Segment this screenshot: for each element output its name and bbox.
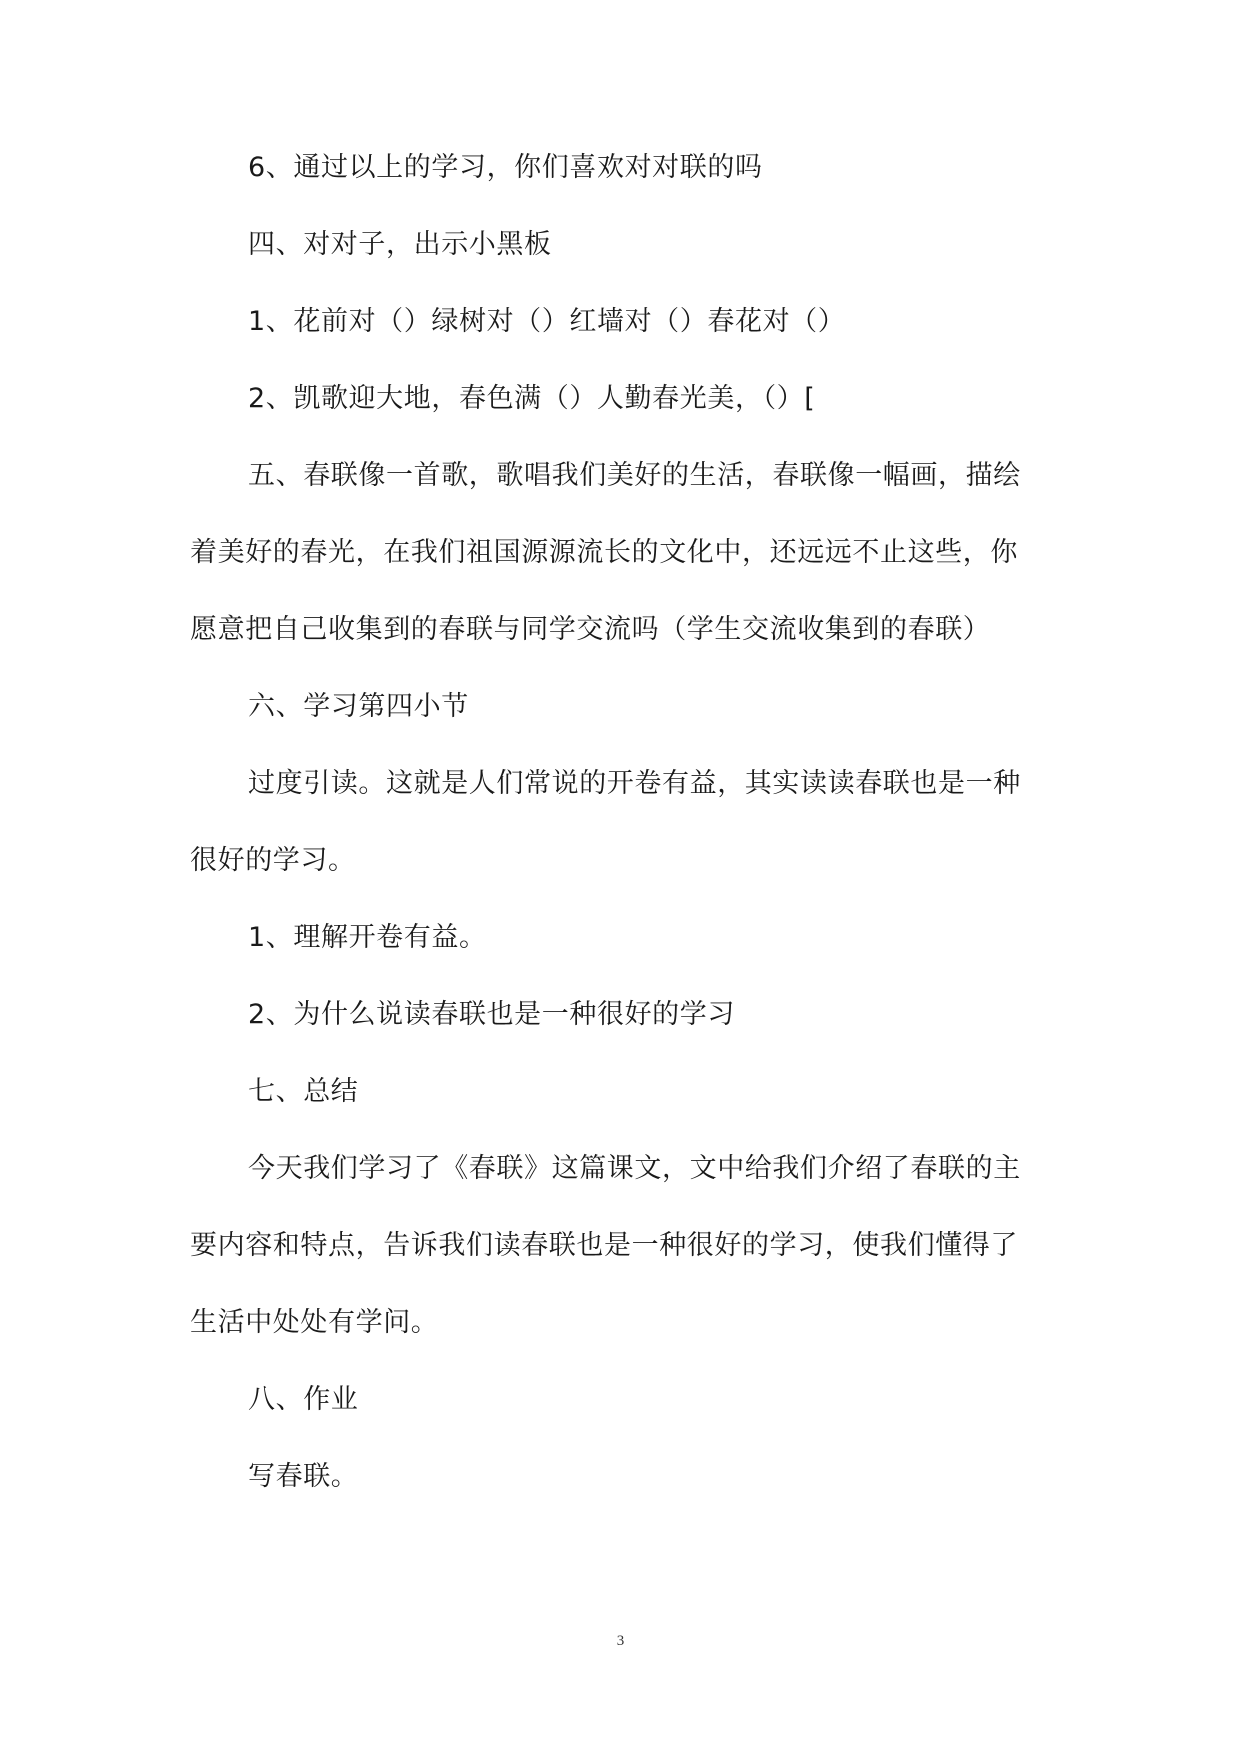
paragraph-line: 过度引读。这就是人们常说的开卷有益，其实读读春联也是一种 (248, 768, 1021, 799)
section-heading: 七、总结 (248, 1076, 359, 1107)
paragraph-line: 愿意把自己收集到的春联与同学交流吗（学生交流收集到的春联） (190, 614, 991, 645)
text-line: 2、凯歌迎大地，春色满（）人勤春光美，（）[ (248, 383, 816, 414)
paragraph-line: 生活中处处有学问。 (190, 1307, 439, 1338)
text-line: 2、为什么说读春联也是一种很好的学习 (248, 999, 735, 1030)
section-heading: 八、作业 (248, 1384, 359, 1415)
page-body (190, 148, 1060, 1497)
section-heading: 六、学习第四小节 (248, 691, 469, 722)
page-number: 3 (616, 1633, 625, 1649)
paragraph-line: 今天我们学习了《春联》这篇课文，文中给我们介绍了春联的主 (248, 1153, 1021, 1184)
text-line: 1、花前对（）绿树对（）红墙对（）春花对（） (248, 306, 846, 337)
text-line: 写春联。 (248, 1461, 359, 1492)
paragraph-line: 很好的学习。 (190, 845, 356, 876)
text-line: 6、通过以上的学习，你们喜欢对对联的吗 (248, 152, 763, 183)
section-heading: 四、对对子，出示小黑板 (248, 229, 552, 260)
text-line: 1、理解开卷有益。 (248, 922, 487, 953)
paragraph-line: 五、春联像一首歌，歌唱我们美好的生活，春联像一幅画，描绘 (248, 460, 1021, 491)
paragraph-line: 着美好的春光，在我们祖国源源流长的文化中，还远远不止这些，你 (190, 537, 1018, 568)
paragraph-line: 要内容和特点，告诉我们读春联也是一种很好的学习，使我们懂得了 (190, 1230, 1018, 1261)
